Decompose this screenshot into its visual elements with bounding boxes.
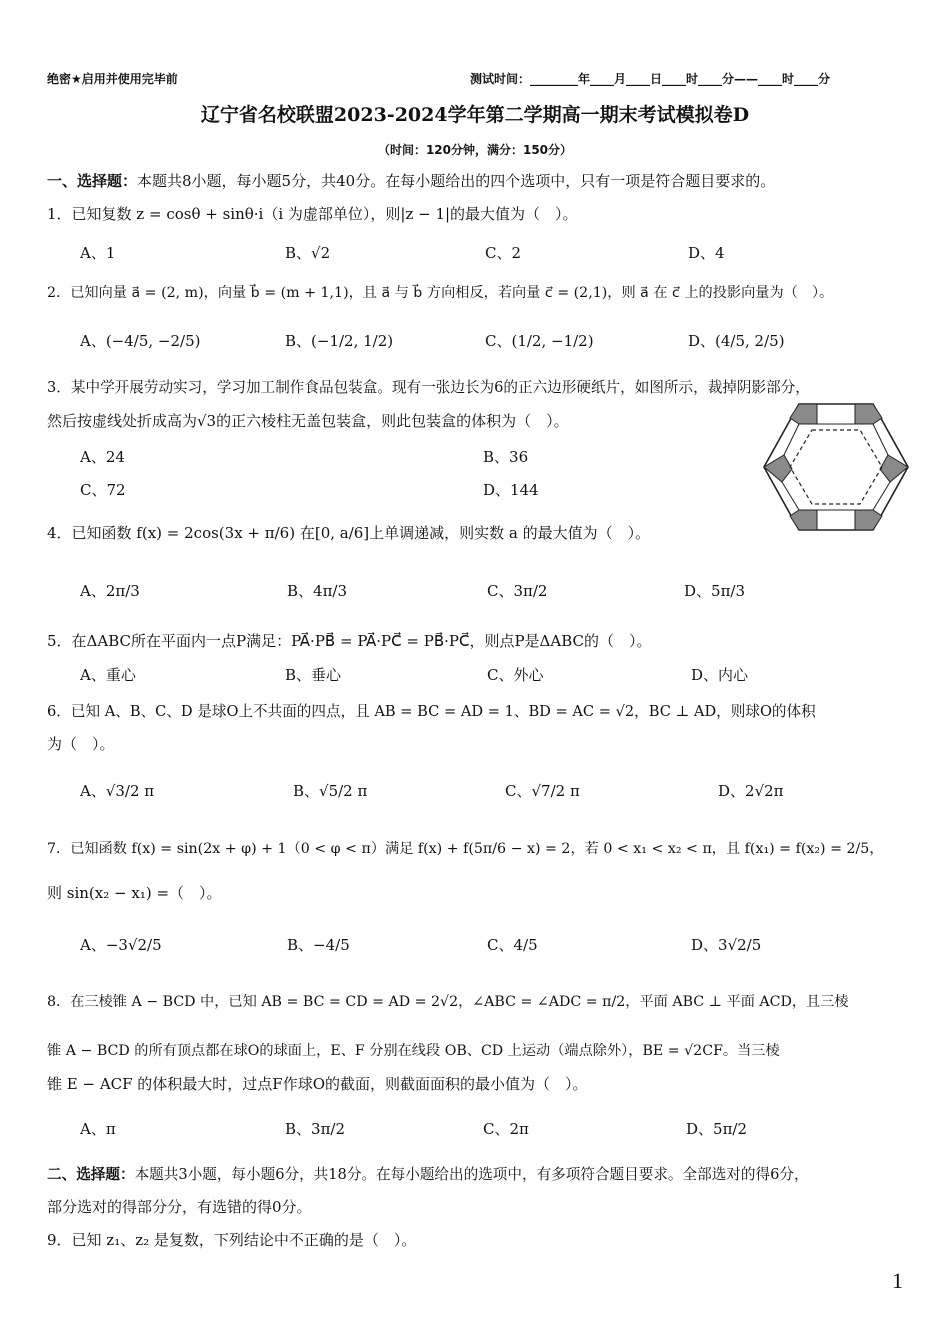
q6-option-d[interactable]: D、2√2π (718, 782, 784, 800)
q4-option-c[interactable]: C、3π/2 (487, 582, 548, 600)
q3-option-b[interactable]: B、36 (483, 448, 529, 466)
q2-stem: 2．已知向量 a⃗ = (2, m)，向量 b⃗ = (m + 1,1)，且 a⃗ 与 b⃗ 方向相反，若向量 c⃗ = (2,1)，则 a⃗ 在 c⃗ 上的投影向量为（ ）。 (47, 285, 834, 301)
q5-option-a[interactable]: A、重心 (80, 666, 136, 684)
q5-option-d[interactable]: D、内心 (691, 666, 749, 684)
test-time-label: 测试时间：________年____月____日____时____分——____时____分 (470, 72, 831, 86)
section2-text-line1: 本题共3小题，每小题6分，共18分。在每小题给出的选项中，有多项符合题目要求。全部选对的得6分， (134, 1166, 809, 1183)
q9-stem: 9．已知 z₁、z₂ 是复数，下列结论中不正确的是（ ）。 (47, 1231, 417, 1249)
page-subtitle: （时间：120分钟，满分：150分） (377, 143, 573, 157)
section1-intro (47, 170, 775, 191)
q2-option-a[interactable]: A、(−4/5, −2/5) (80, 332, 201, 350)
q8-stem-line1: 8．在三棱锥 A − BCD 中，已知 AB = BC = CD = AD = 2√2，∠ABC = ∠ADC = π/2，平面 ABC ⊥ 平面 ACD，且三棱 (47, 994, 849, 1010)
section2-intro-line1 (47, 1163, 809, 1184)
q3-option-a[interactable]: A、24 (80, 448, 125, 466)
q7-option-d[interactable]: D、3√2/5 (691, 936, 762, 954)
q6-option-a[interactable]: A、√3/2 π (80, 782, 155, 800)
q7-stem-line2: 则 sin(x₂ − x₁) =（ ）。 (47, 884, 222, 902)
q6-stem-line1: 6．已知 A、B、C、D 是球O上不共面的四点，且 AB = BC = AD = 1、BD = AC = √2，BC ⊥ AD，则球O的体积 (47, 703, 816, 720)
q1-stem: 1．已知复数 z = cosθ + sinθ·i（i 为虚部单位），则|z − 1|的最大值为（ ）。 (47, 205, 578, 223)
q1-option-c[interactable]: C、2 (485, 244, 522, 262)
q1-option-b[interactable]: B、√2 (285, 244, 331, 262)
q7-option-b[interactable]: B、−4/5 (287, 936, 350, 954)
q8-stem-line3: 锥 E − ACF 的体积最大时，过点F作球O的截面，则截面面积的最小值为（ ）。 (47, 1075, 588, 1093)
section1-text: 本题共8小题，每小题5分，共40分。在每小题给出的四个选项中，只有一项是符合题目要求的。 (137, 172, 776, 190)
confidential-label: 绝密★启用并使用完毕前 (47, 72, 178, 86)
q3-stem-line2: 然后按虚线处折成高为√3的正六棱柱无盖包装盒，则此包装盒的体积为（ ）。 (47, 412, 569, 430)
q1-option-d[interactable]: D、4 (688, 244, 725, 262)
q2-option-d[interactable]: D、(4/5, 2/5) (688, 332, 785, 350)
q1-option-a[interactable]: A、1 (80, 244, 116, 262)
q5-stem: 5．在ΔABC所在平面内一点P满足：PA⃗·PB⃗ = PA⃗·PC⃗ = PB⃗·PC⃗，则点P是ΔABC的（ ）。 (47, 632, 652, 650)
q3-option-d[interactable]: D、144 (483, 481, 539, 499)
q8-option-d[interactable]: D、5π/2 (686, 1120, 748, 1138)
q5-option-b[interactable]: B、垂心 (285, 666, 342, 684)
q7-stem-line1: 7．已知函数 f(x) = sin(2x + φ) + 1（0 < φ < π）满足 f(x) + f(5π/6 − x) = 2，若 0 < x₁ < x₂ < π，且 f(x₁) = f(x₂) = 2/5， (47, 841, 884, 857)
q8-stem-line2: 锥 A − BCD 的所有顶点都在球O的球面上，E、F 分别在线段 OB、CD 上运动（端点除外），BE = √2CF。当三棱 (47, 1043, 780, 1059)
q6-stem-line2: 为（ ）。 (47, 735, 115, 753)
page-number: 1 (892, 1268, 903, 1293)
q8-option-a[interactable]: A、π (80, 1120, 116, 1138)
q8-option-c[interactable]: C、2π (483, 1120, 529, 1138)
q2-option-b[interactable]: B、(−1/2, 1/2) (285, 332, 394, 350)
q6-option-b[interactable]: B、√5/2 π (293, 782, 368, 800)
q4-option-d[interactable]: D、5π/3 (684, 582, 746, 600)
q4-stem: 4．已知函数 f(x) = 2cos(3x + π/6) 在[0, a/6]上单调递减，则实数 a 的最大值为（ ）。 (47, 524, 651, 542)
hexagon-figure (762, 402, 910, 532)
q3-stem-line1: 3．某中学开展劳动实习，学习加工制作食品包装盒。现有一张边长为6的正六边形硬纸片，如图所示，裁掉阴影部分， (47, 379, 810, 396)
q6-option-c[interactable]: C、√7/2 π (505, 782, 580, 800)
q7-option-c[interactable]: C、4/5 (487, 936, 538, 954)
section1-heading: 一、选择题： (47, 172, 138, 190)
page-title: 辽宁省名校联盟2023-2024学年第二学期高一期末考试模拟卷D (200, 104, 750, 126)
q5-option-c[interactable]: C、外心 (487, 666, 544, 684)
q3-option-c[interactable]: C、72 (80, 481, 126, 499)
q7-option-a[interactable]: A、−3√2/5 (80, 936, 162, 954)
section2-heading: 二、选择题： (47, 1166, 135, 1183)
q2-option-c[interactable]: C、(1/2, −1/2) (485, 332, 594, 350)
q4-option-b[interactable]: B、4π/3 (287, 582, 348, 600)
q8-option-b[interactable]: B、3π/2 (285, 1120, 346, 1138)
section2-text-line2: 部分选对的得部分分，有选错的得0分。 (47, 1198, 312, 1216)
q4-option-a[interactable]: A、2π/3 (80, 582, 140, 600)
